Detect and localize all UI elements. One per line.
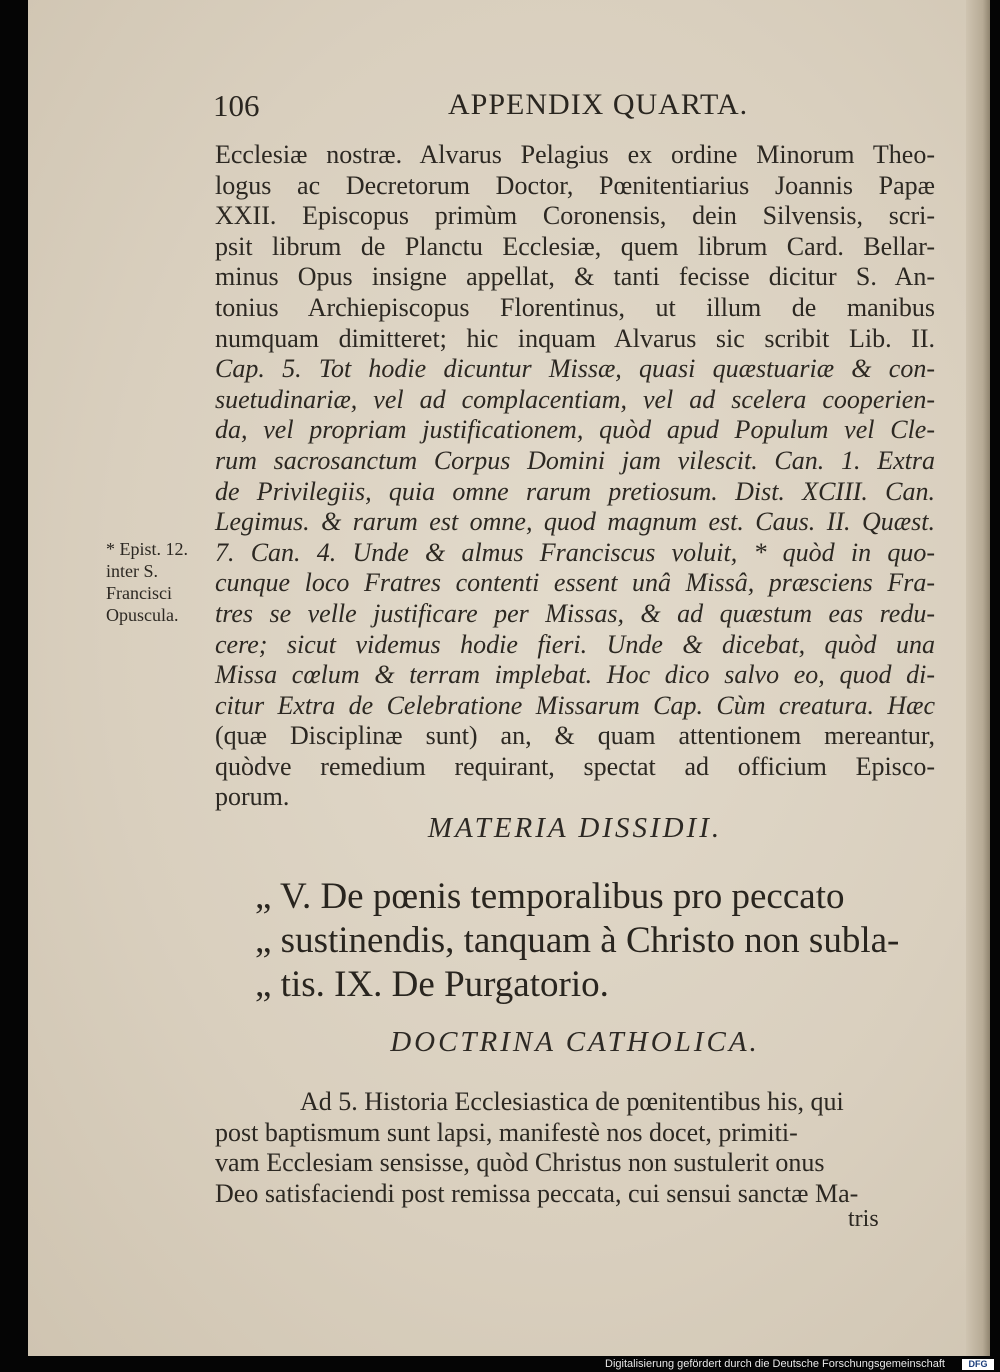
margin-note-line: Opuscula. xyxy=(106,605,179,625)
body-paragraph xyxy=(215,140,935,813)
text-line: psit librum de Planctu Ecclesiæ, quem librum Card. Bellar- xyxy=(215,231,935,261)
quote-line: „ V. De pœnis temporalibus pro peccato xyxy=(255,876,845,917)
text-line: suetudinariæ, vel ad complacentiam, vel ad scelera cooperien- xyxy=(215,384,935,414)
section-heading-materia: MATERIA DISSIDII. xyxy=(427,812,723,844)
margin-note xyxy=(106,538,216,626)
text-line: citur Extra de Celebratione Missarum Cap. Cùm creatura. Hæc xyxy=(215,690,935,720)
doctrina-paragraph xyxy=(215,1087,935,1209)
text-line: numquam dimitteret; hic inquam Alvarus sic scribit Lib. II. xyxy=(215,323,935,353)
margin-note-line: inter S. xyxy=(106,561,158,581)
text-line: tres se velle justificare per Missas, & ad quæstum eas redu- xyxy=(215,598,935,628)
text-line: tonius Archiepiscopus Florentinus, ut illum de manibus xyxy=(215,292,935,322)
text-line: XXII. Episcopus primùm Coronensis, dein Silvensis, scri- xyxy=(215,201,935,231)
running-head xyxy=(213,88,813,132)
catchword: tris xyxy=(848,1206,879,1232)
text-line: (quæ Disciplinæ sunt) an, & quam attentionem mereantur, xyxy=(215,721,935,751)
text-line: logus ac Decretorum Doctor, Pœnitentiarius Joannis Papæ xyxy=(215,170,935,200)
text-line: quòdve remedium requirant, spectat ad officium Episco- xyxy=(215,751,935,781)
text-line: Deo satisfaciendi post remissa peccata, cui sensui sanctæ Ma- xyxy=(215,1178,859,1208)
text-line: cere; sicut videmus hodie fieri. Unde & dicebat, quòd una xyxy=(215,629,935,659)
margin-note-line: Francisci xyxy=(106,583,172,603)
text-line: Cap. 5. Tot hodie dicuntur Missæ, quasi quæstuariæ & con- xyxy=(215,354,935,384)
text-line: Missa cœlum & terram implebat. Hoc dico salvo eo, quod di- xyxy=(215,660,935,690)
text-line: post baptismum sunt lapsi, manifestè nos docet, primiti- xyxy=(215,1117,798,1147)
text-line: de Privilegiis, quia omne rarum pretiosum. Dist. XCIII. Can. xyxy=(215,476,935,506)
text-line: rum sacrosanctum Corpus Domini jam vilescit. Can. 1. Extra xyxy=(215,445,935,475)
text-line: porum. xyxy=(215,782,290,812)
running-title: APPENDIX QUARTA. xyxy=(448,88,749,121)
quoted-thesis xyxy=(255,875,945,1007)
text-line: Ecclesiæ nostræ. Alvarus Pelagius ex ordine Minorum Theo- xyxy=(215,140,935,169)
text-line: Legimus. & rarum est omne, quod magnum est. Caus. II. Quæst. xyxy=(215,507,935,537)
text-line: vam Ecclesiam sensisse, quòd Christus non sustulerit onus xyxy=(215,1148,825,1178)
text-line: Ad 5. Historia Ecclesiastica de pœnitentibus his, qui xyxy=(300,1087,844,1116)
page-edge xyxy=(966,0,990,1356)
text-line: cunque loco Fratres contenti essent unâ Missâ, præsciens Fra- xyxy=(215,568,935,598)
margin-note-line: * Epist. 12. xyxy=(106,539,189,559)
body-text xyxy=(215,140,935,813)
text-line: 7. Can. 4. Unde & almus Franciscus voluit, * quòd in quo- xyxy=(215,537,935,567)
page-number: 106 xyxy=(213,88,260,123)
text-line: minus Opus insigne appellat, & tanti fecisse dicitur S. An- xyxy=(215,262,935,292)
book-page xyxy=(28,0,990,1356)
digitization-credit: Digitalisierung gefördert durch die Deutsche Forschungsgemeinschaft xyxy=(605,1358,945,1370)
text-line: da, vel propriam justificationem, quòd apud Populum vel Cle- xyxy=(215,415,935,445)
quote-line: „ sustinendis, tanquam à Christo non subla- xyxy=(255,920,900,961)
dfg-logo: DFG xyxy=(962,1359,994,1370)
quote-line: „ tis. IX. De Purgatorio. xyxy=(255,964,609,1005)
section-heading-doctrina: DOCTRINA CATHOLICA. xyxy=(390,1026,760,1058)
